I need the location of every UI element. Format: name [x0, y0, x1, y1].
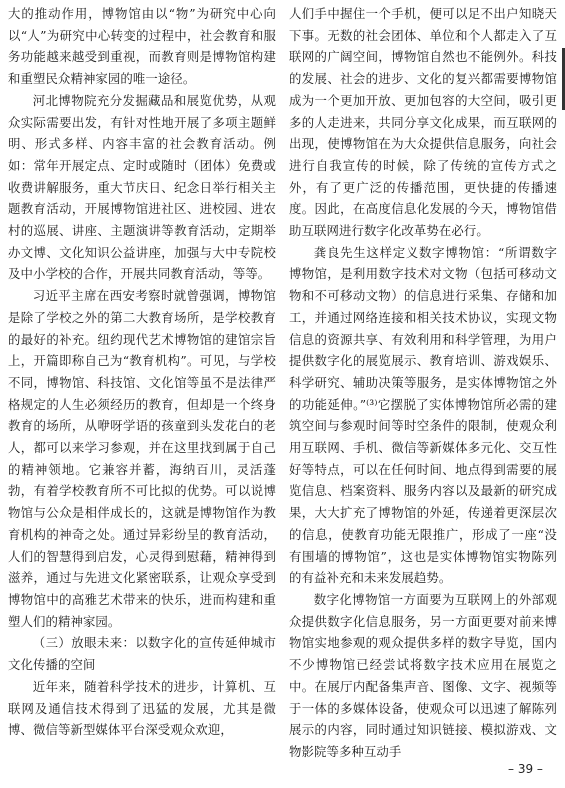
- paragraph: 龚良先生这样定义数字博物馆：“所谓数字博物馆，是利用数字技术对文物（包括可移动文物和不可移动文物）的信息进行采集、存储和加工，并通过网络连接和相关技术协议，实现文物信息的资源共享、有效利用和科学管理，为用户提供数字化的展览展示、教育培训、游戏娱乐、科学研究、辅助决策等服务，是实体博物馆之外的功能延伸。”⁽³⁾它摆脱了实体博物馆所必需的建筑空间与参观时间等时空条件的限制，使观众利用互联网、手机、微信等新媒体多元化、交互性好等特点，可以在任何时间、地点得到需要的展览信息、档案资料、服务内容以及最新的研究成果，大大扩充了博物馆的外延，传递着更深层次的信息，使教育功能无限推广，形成了一座“没有围墙的博物馆”，这也是实体博物馆实物陈列的有益补充和未来发展趋势。: [289, 244, 557, 586]
- paragraph: 大的推动作用，博物馆由以“物”为研究中心向以“人”为研究中心转变的过程中，社会教育和服务功能越来越受到重视，而教育则是博物馆构建和重塑民众精神家园的唯一途径。: [8, 6, 276, 87]
- paragraph: 人们手中握住一个手机，便可以足不出户知晓天下事。无数的社会团体、单位和个人都走入了互联网的广阔空间，博物馆自然也不能例外。科技的发展、社会的进步、文化的复兴都需要博物馆成为一个更加开放、更加包容的大空间，吸引更多的人走进来，共同分享文化成果，而互联网的出现，使博物馆在为大众提供信息服务，向社会进行自我宣传的时候，除了传统的宣传方式之外，有了更广泛的传播范围，更快捷的传播速度。因此，在高度信息化发展的今天，博物馆借助互联网进行数字化改革势在必行。: [289, 6, 557, 239]
- right-column: [289, 3, 557, 763]
- paragraph: 数字化博物馆一方面要为互联网上的外部观众提供数字化信息服务，另一方面更要对前来博物馆实地参观的观众提供多样的数字导览，国内不少博物馆已经尝试将数字技术应用在展览之中。在展厅内配备集声音、图像、文字、视频等于一体的多媒体设备，使观众可以迅速了解陈列展示的内容，同时通过知识链接、模拟游戏、文物影院等多种互动手: [289, 591, 557, 759]
- paragraph: 近年来，随着科学技术的进步，计算机、互联网及通信技术得到了迅猛的发展，尤其是微博、微信等新型媒体平台深受观众欢迎，: [8, 678, 276, 738]
- left-column: [8, 3, 276, 741]
- page-number: – 39 –: [508, 762, 543, 776]
- paragraph: 河北博物院充分发掘藏品和展览优势，从观众实际需要出发，有针对性地开展了多项主题鲜明、形式多样、内容丰富的社会教育活动。例如：常年开展定点、定时或随时（团体）免费或收费讲解服务，重大节庆日、纪念日举行相关主题教育活动，开展博物馆进社区、进校园、进农村的巡展、讲座、主题演讲等教育活动，定期举办文博、文化知识公益讲座，加强与大中专院校及中小学校的合作，开展共同教育活动，等等。: [8, 92, 276, 282]
- paragraph: 习近平主席在西安考察时就曾强调，博物馆是除了学校之外的第二大教育场所，是学校教育的最好的补充。纽约现代艺术博物馆的建馆宗旨上，开篇即称自己为“教育机构”。可见，与学校不同，博物馆、科技馆、文化馆等虽不是法律严格规定的人生必须经历的教育，但却是一个终身教育的场所，从咿呀学语的孩童到头发花白的老人，都可以来学习参观，并在这里找到属于自己的精神领地。它兼容并蓄，海纳百川，灵活蓬勃，有着学校教育所不可比拟的优势。可以说博物馆与公众是相伴成长的，这就是博物馆作为教育机构的神奇之处。通过异彩纷呈的教育活动，人们的智慧得到启发，心灵得到慰藉，精神得到滋养，通过与先进文化紧密联系，让观众享受到博物馆中的高雅艺术带来的快乐，进而构建和重塑人们的精神家园。: [8, 288, 276, 629]
- section-heading: （三）放眼未来：以数字化的宣传延伸城市文化传播的空间: [8, 635, 276, 673]
